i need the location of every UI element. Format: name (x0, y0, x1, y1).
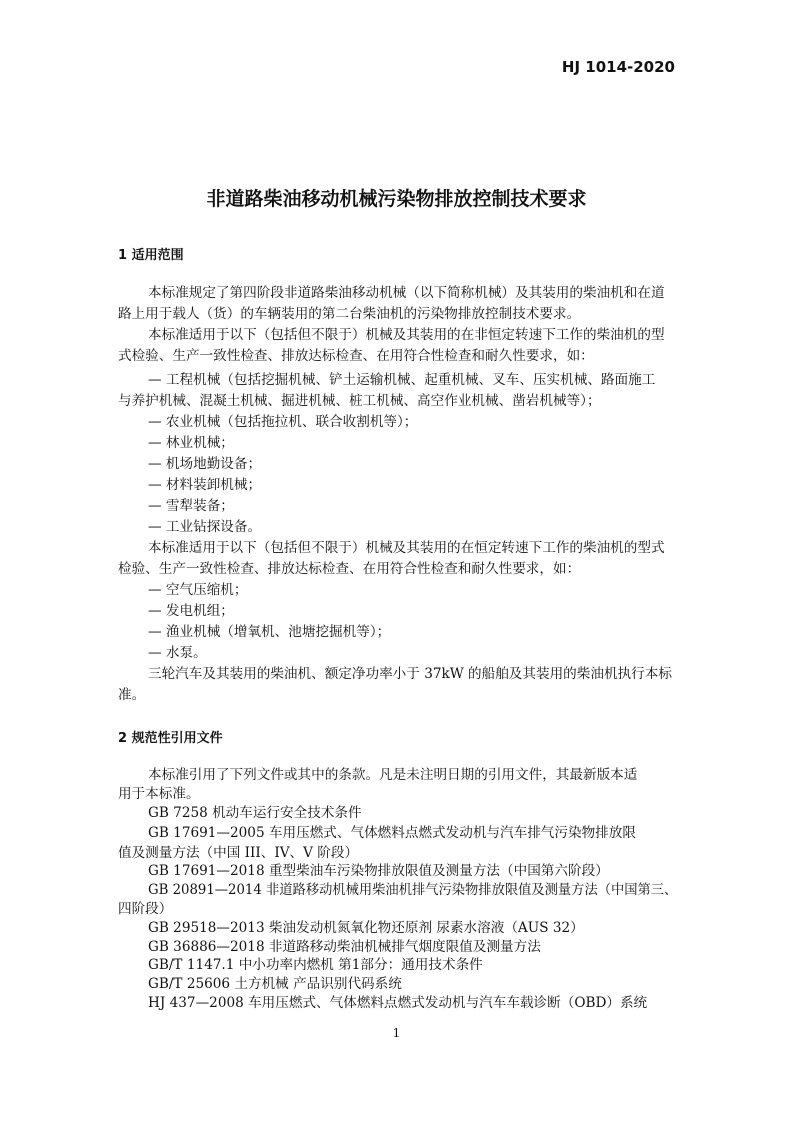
reference-item: GB/T 25606 土方机械 产品识别代码系统 (148, 976, 402, 992)
paragraph-line: 本标准适用于以下（包括但不限于）机械及其装用的在恒定转速下工作的柴油机的型式 (148, 540, 665, 556)
list-item-continuation: 与养护机械、混凝土机械、掘进机械、桩工机械、高空作业机械、凿岩机械等）； (118, 393, 601, 409)
paragraph-line: 路上用于载人（货）的车辆装用的第二台柴油机的污染物排放控制技术要求。 (118, 306, 581, 322)
reference-item-continuation: 四阶段） (118, 901, 173, 917)
paragraph-line: 准。 (118, 687, 146, 703)
list-item: — 空气压缩机； (148, 582, 248, 598)
paragraph-line: 本标准规定了第四阶段非道路柴油移动机械（以下简称机械）及其装用的柴油机和在道 (148, 285, 665, 301)
list-item: — 机场地勤设备； (148, 456, 262, 472)
reference-item: GB 20891—2014 非道路移动机械用柴油机排气污染物排放限值及测量方法（中国第三、 (148, 882, 678, 898)
list-item: — 水泵。 (148, 645, 207, 661)
reference-item: HJ 437—2008 车用压燃式、气体燃料点燃式发动机与汽车车载诊断（OBD）系统 (148, 995, 648, 1011)
list-item: — 渔业机械（增氧机、池塘挖掘机等）； (148, 624, 391, 640)
page-number: 1 (392, 1026, 401, 1040)
list-item: — 雪犁装备； (148, 498, 234, 514)
paragraph-line: 式检验、生产一致性检查、排放达标检查、在用符合性检查和耐久性要求，如： (118, 348, 594, 364)
reference-item: GB 17691—2005 车用压燃式、气体燃料点燃式发动机与汽车排气污染物排放限 (148, 825, 636, 841)
reference-item: GB 29518—2013 柴油发动机氮氧化物还原剂 尿素水溶液（AUS 32） (148, 920, 584, 936)
reference-item-continuation: 值及测量方法（中国 III、IV、V 阶段） (118, 845, 359, 861)
paragraph-line: 检验、生产一致性检查、排放达标检查、在用符合性检查和耐久性要求，如： (118, 561, 581, 577)
paragraph-line: 三轮汽车及其装用的柴油机、额定净功率小于 37kW 的船舶及其装用的柴油机执行本标 (148, 666, 672, 682)
list-item: — 材料装卸机械； (148, 477, 262, 493)
paragraph-line: 本标准引用了下列文件或其中的条款。凡是未注明日期的引用文件，其最新版本适 (148, 767, 638, 783)
paragraph-line: 本标准适用于以下（包括但不限于）机械及其装用的在非恒定转速下工作的柴油机的型 (148, 327, 665, 343)
list-item: — 林业机械； (148, 435, 234, 451)
paragraph-line: 用于本标准。 (118, 786, 200, 802)
list-item: — 农业机械（包括拖拉机、联合收割机等）； (148, 414, 418, 430)
reference-item: GB 17691—2018 重型柴油车污染物排放限值及测量方法（中国第六阶段） (148, 863, 609, 879)
document-code: HJ 1014-2020 (561, 58, 675, 76)
reference-item: GB 7258 机动车运行安全技术条件 (148, 805, 362, 821)
reference-item: GB/T 1147.1 中小功率内燃机 第1部分：通用技术条件 (148, 957, 483, 973)
document-title: 非道路柴油移动机械污染物排放控制技术要求 (206, 188, 587, 210)
reference-item: GB 36886—2018 非道路移动柴油机械排气烟度限值及测量方法 (148, 939, 541, 955)
section-1-heading: 1 适用范围 (118, 248, 184, 263)
list-item: — 工业钻探设备。 (148, 519, 262, 535)
list-item: — 工程机械（包括挖掘机械、铲土运输机械、起重机械、叉车、压实机械、路面施工 (148, 372, 656, 388)
list-item: — 发电机组； (148, 603, 234, 619)
section-2-heading: 2 规范性引用文件 (118, 731, 223, 746)
